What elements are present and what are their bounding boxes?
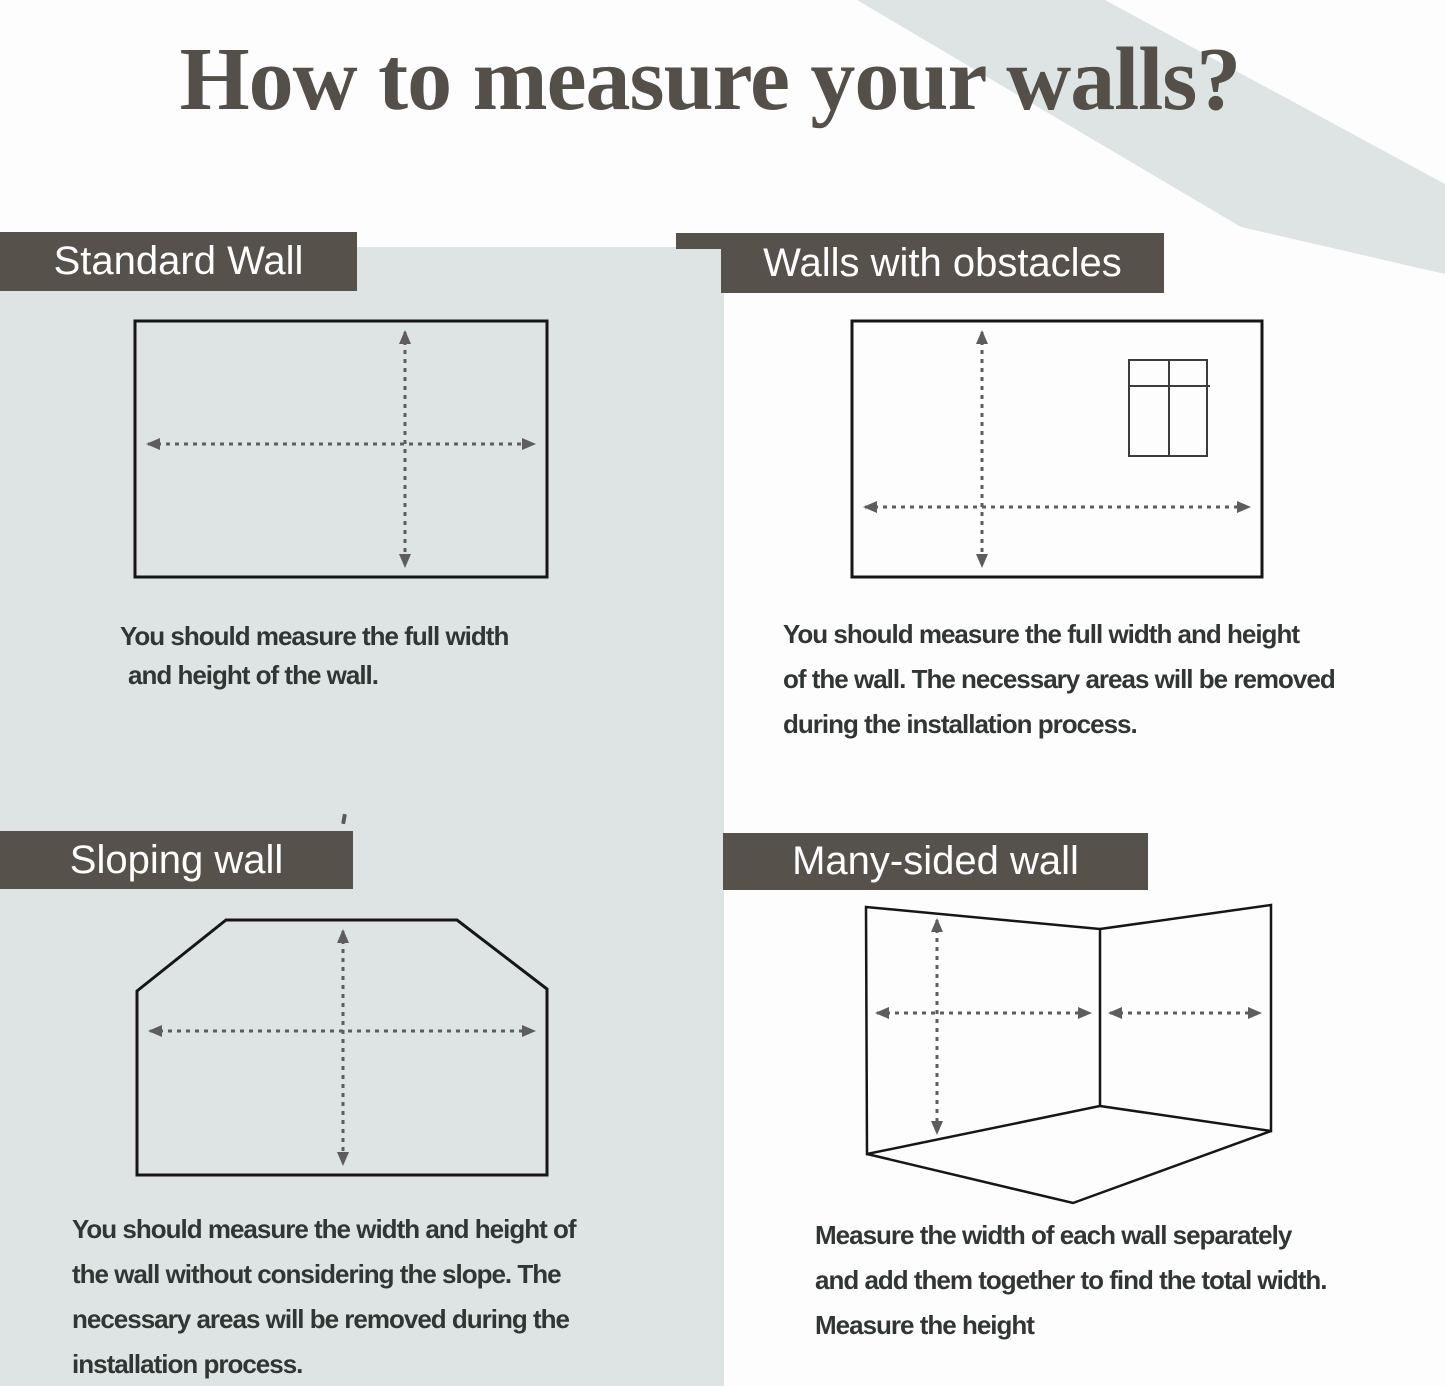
walls-with-obstacles-diagram: [852, 321, 1262, 577]
section-header-label: Sloping wall: [69, 837, 284, 882]
section-header-obstacles-notch: [676, 233, 724, 249]
description-line: of the wall. The necessary areas will be removed: [783, 664, 1335, 694]
section-header-label: Many-sided wall: [792, 839, 1079, 883]
window-icon: [1129, 360, 1210, 456]
description-line: Measure the height: [815, 1310, 1034, 1340]
description-many-sided-wall: [815, 1213, 1327, 1348]
section-header-sloping-wall: [0, 831, 353, 889]
section-header-label: Standard Wall: [53, 239, 304, 283]
section-header-standard-wall: [0, 232, 357, 291]
description-line: Measure the width of each wall separately: [815, 1220, 1292, 1250]
description-sloping-wall: [72, 1207, 576, 1386]
description-line: and add them together to find the total width.: [815, 1265, 1327, 1295]
section-header-label: Walls with obstacles: [763, 240, 1122, 285]
description-line: You should measure the width and height of: [72, 1214, 576, 1244]
wall-outline: [866, 905, 1271, 1203]
many-sided-wall-diagram: [866, 905, 1271, 1203]
description-walls-with-obstacles: [783, 612, 1335, 747]
description-line: installation process.: [72, 1349, 303, 1379]
description-line: during the installation process.: [783, 709, 1137, 739]
description-standard-wall: [120, 617, 508, 695]
description-line: You should measure the full width and height: [783, 619, 1299, 649]
section-header-many-sided-wall: [723, 833, 1148, 890]
page-title: How to measure your walls?: [179, 30, 1241, 129]
description-line: the wall without considering the slope. The: [72, 1259, 561, 1289]
section-header-walls-with-obstacles: [721, 233, 1164, 293]
description-line: and height of the wall.: [128, 660, 378, 690]
description-line: You should measure the full width: [120, 621, 509, 651]
description-line: necessary areas will be removed during the: [72, 1304, 570, 1334]
wall-outline: [852, 321, 1262, 577]
